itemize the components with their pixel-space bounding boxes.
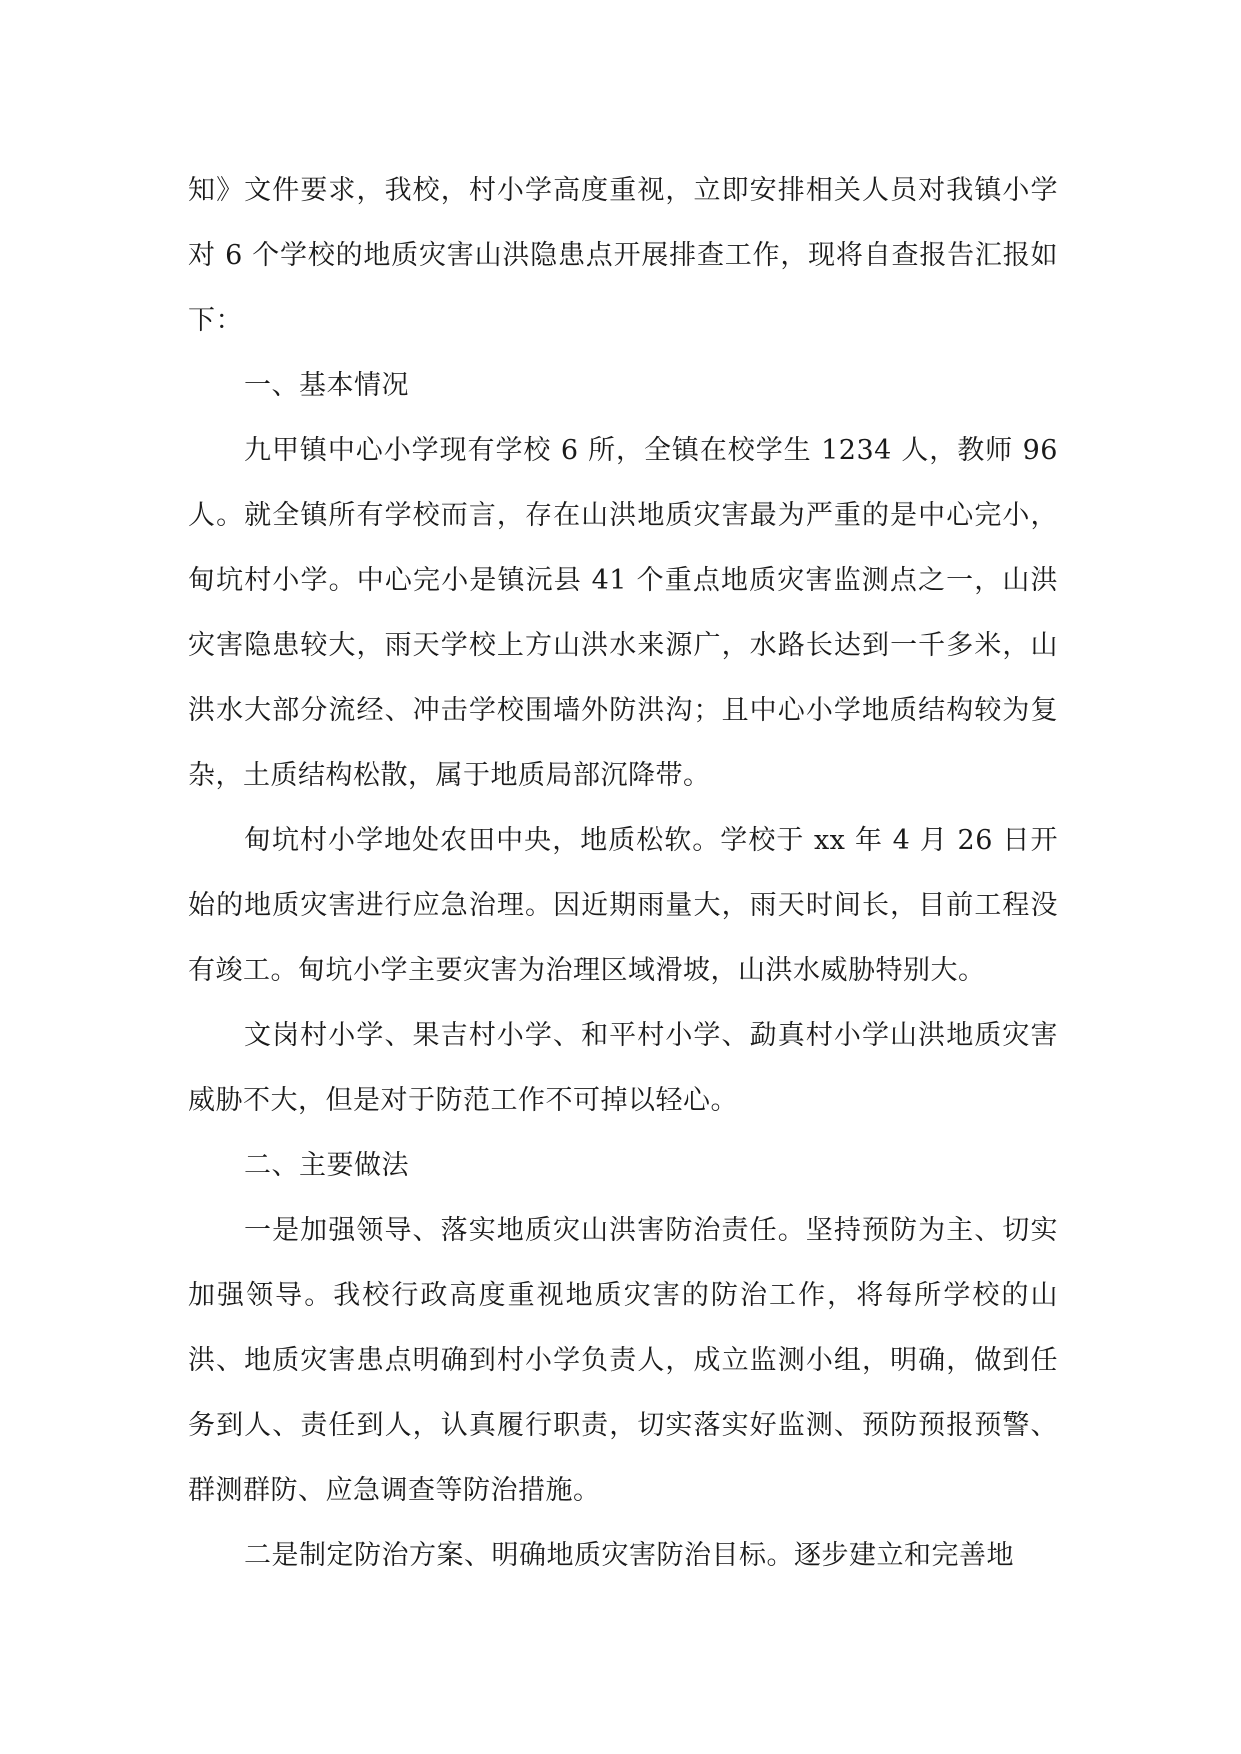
paragraph-other-schools: 文岗村小学、果吉村小学、和平村小学、勐真村小学山洪地质灾害威胁不大，但是对于防范工作不可掉以轻心。 — [188, 1020, 1058, 1116]
section-heading-main-practices: 二、主要做法 — [244, 1150, 409, 1181]
paragraph-practice-one: 一是加强领导、落实地质灾山洪害防治责任。坚持预防为主、切实加强领导。我校行政高度重视地质灾害的防治工作，将每所学校的山洪、地质灾害患点明确到村小学负责人，成立监测小组，明确，做到任务到人、责任到人，认真履行职责，切实落实好监测、预防预报预警、群测群防、应急调查等防治措施。 — [188, 1215, 1058, 1506]
document-page — [188, 158, 1058, 1588]
paragraph-diankeng-school: 甸坑村小学地处农田中央，地质松软。学校于 xx 年 4 月 26 日开始的地质灾害进行应急治理。因近期雨量大，雨天时间长，目前工程没有竣工。甸坑小学主要灾害为治理区域滑坡，山洪水威胁特别大。 — [188, 825, 1058, 986]
section-heading-basic-situation: 一、基本情况 — [244, 370, 409, 401]
paragraph-central-school: 九甲镇中心小学现有学校 6 所，全镇在校学生 1234 人，教师 96 人。就全镇所有学校而言，存在山洪地质灾害最为严重的是中心完小，甸坑村小学。中心完小是镇沅县 41 个重点地质灾害监测点之一，山洪灾害隐患较大，雨天学校上方山洪水来源广，水路长达到一千多米，山洪水大部分流经、冲击学校围墙外防洪沟；且中心小学地质结构较为复杂，土质结构松散，属于地质局部沉降带。 — [188, 435, 1058, 791]
paragraph-practice-two: 二是制定防治方案、明确地质灾害防治目标。逐步建立和完善地 — [244, 1540, 1014, 1571]
paragraph-intro: 知》文件要求，我校，村小学高度重视，立即安排相关人员对我镇小学对 6 个学校的地质灾害山洪隐患点开展排查工作，现将自查报告汇报如下： — [188, 175, 1058, 336]
